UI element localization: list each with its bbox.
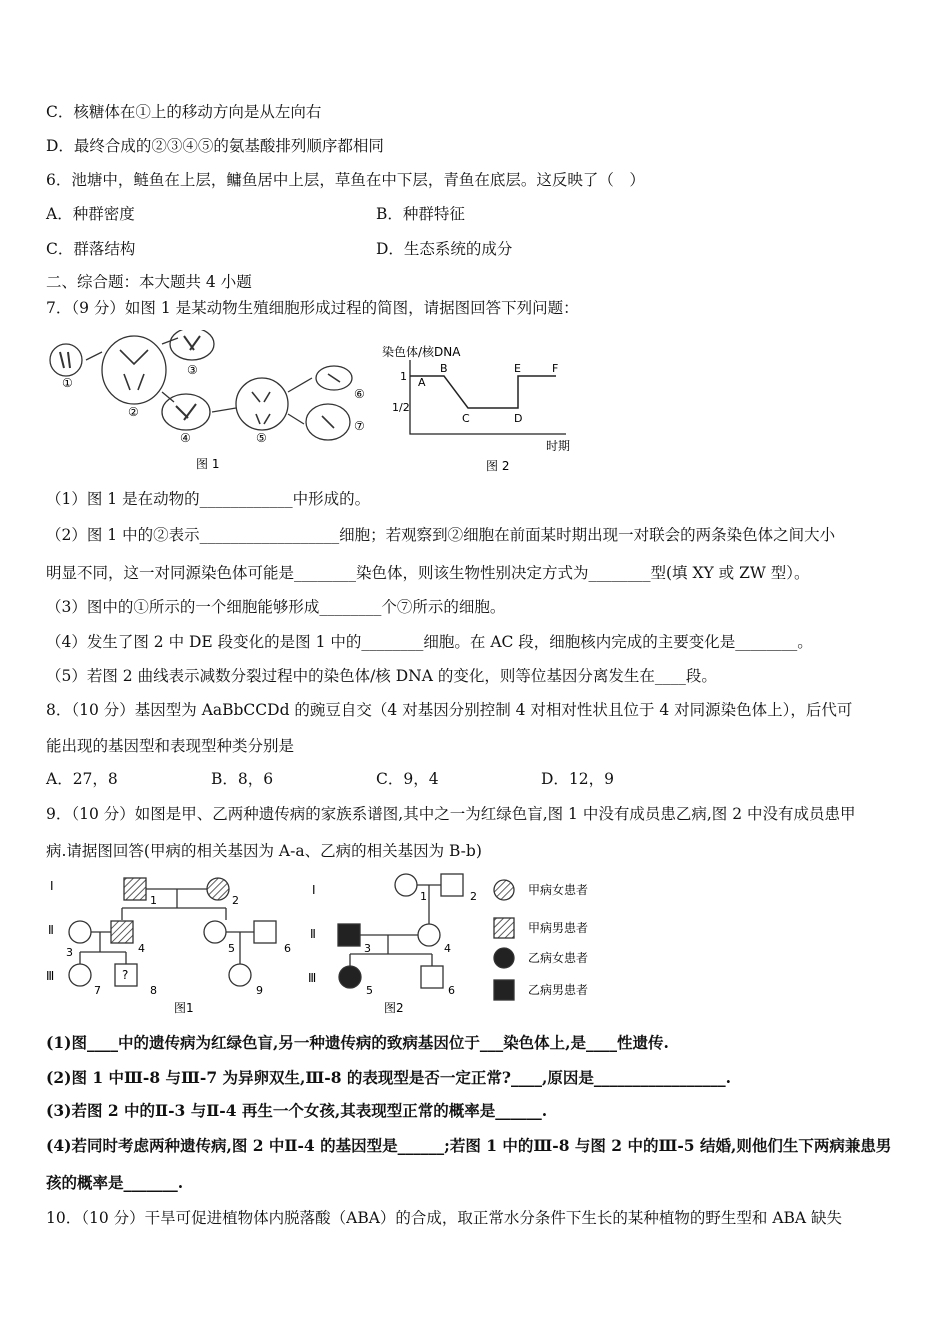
ped1-member-9 [229, 964, 251, 986]
ped1-label-6: 6 [284, 942, 291, 955]
legend-label-a-female: 甲病女患者 [528, 883, 589, 897]
ped1-member-3 [69, 921, 91, 943]
figure-1-caption: 图 1 [196, 457, 220, 471]
ped2-gen-2: Ⅱ [310, 927, 316, 941]
q8-stem-2: 能出现的基因型和表现型种类分别是 [46, 737, 295, 755]
q9-sub1: (1)图____中的遗传病为红绿色盲,另一种遗传病的致病基因位于___染色体上,是____性遗传. [46, 1033, 669, 1052]
ped1-member-1 [124, 878, 146, 900]
q10-stem: 10．（10 分）干旱可促进植物体内脱落酸（ABA）的合成，取正常水分条件下生长的某种植物的野生型和 ABA 缺失 [46, 1209, 843, 1227]
q9-sub4a: (4)若同时考虑两种遗传病,图 2 中Ⅱ-4 的基因型是______;若图 1 中的Ⅲ-8 与图 2 中的Ⅲ-5 结婚,则他们生下两病兼患男 [46, 1136, 892, 1155]
ped2-member-1 [395, 874, 417, 896]
ped1-member-2 [207, 878, 229, 900]
point-c: C [462, 412, 470, 425]
q6-option-a: A．种群密度 [46, 205, 135, 223]
ped1-gen-1: Ⅰ [50, 879, 54, 893]
y-tick-half: 1/2 [392, 401, 410, 414]
q9-stem-1: 9．（10 分）如图是甲、乙两种遗传病的家族系谱图,其中之一为红绿色盲,图 1 中没有成员患乙病,图 2 中没有成员患甲 [46, 805, 856, 823]
ped2-member-6 [421, 966, 443, 988]
q8-option-c: C．9，4 [376, 770, 439, 788]
q8-option-a: A．27，8 [46, 770, 118, 788]
ped2-member-4 [418, 924, 440, 946]
ped2-member-3 [338, 924, 360, 946]
q8-stem-1: 8．（10 分）基因型为 AaBbCCDd 的豌豆自交（4 对基因分别控制 4 对相对性状且位于 4 对同源染色体上），后代可 [46, 701, 853, 719]
q9-sub3: (3)若图 2 中的Ⅱ-3 与Ⅱ-4 再生一个女孩,其表现型正常的概率是______. [46, 1101, 548, 1120]
ped2-label-5: 5 [366, 984, 373, 997]
ped1-label-5: 5 [228, 942, 235, 955]
figure-2-xlabel: 时期 [546, 439, 571, 453]
ped1-label-3: 3 [66, 946, 73, 959]
q7-figure-1 [44, 330, 384, 475]
cell-2 [102, 336, 166, 404]
q6-option-c: C．群落结构 [46, 240, 136, 258]
figure-2-axes [410, 360, 566, 434]
q9-stem-2: 病.请据图回答(甲病的相关基因为 A-a、乙病的相关基因为 B-b) [46, 842, 482, 860]
q6-stem: 6．池塘中，鲢鱼在上层，鳙鱼居中上层，草鱼在中下层，青鱼在底层。这反映了（ ） [46, 171, 645, 189]
q6-option-b: B．种群特征 [376, 205, 465, 223]
cell-label-3: ③ [187, 363, 198, 377]
ped1-label-1: 1 [150, 894, 157, 907]
point-b: B [440, 362, 448, 375]
cell-5 [236, 378, 288, 430]
figure-2-ylabel: 染色体/核DNA [382, 345, 461, 359]
ped1-member-6 [254, 921, 276, 943]
point-d: D [514, 412, 523, 425]
ped1-label-8: 8 [150, 984, 157, 997]
cell-label-5: ⑤ [256, 431, 267, 445]
legend-symbol-b-male [494, 980, 514, 1000]
ped2-label-1: 1 [420, 890, 427, 903]
ped1-member-7 [69, 964, 91, 986]
ped1-label-9: 9 [256, 984, 263, 997]
point-a: A [418, 376, 426, 389]
ped1-member-4 [111, 921, 133, 943]
q6-option-d: D．生态系统的成分 [376, 240, 513, 258]
ped1-gen-2: Ⅱ [48, 923, 54, 937]
q5-option-d: D．最终合成的②③④⑤的氨基酸排列顺序都相同 [46, 137, 384, 155]
q8-option-d: D．12，9 [541, 770, 615, 788]
ped1-member-5 [204, 921, 226, 943]
q7-sub5: （5）若图 2 曲线表示减数分裂过程中的染色体/核 DNA 的变化，则等位基因分离发生在____段。 [46, 667, 717, 685]
q7-stem: 7．（9 分）如图 1 是某动物生殖细胞形成过程的简图，请据图回答下列问题： [46, 299, 579, 317]
point-e: E [514, 362, 521, 375]
cell-1 [50, 344, 82, 376]
legend-symbol-a-female [494, 880, 514, 900]
section-title: 二、综合题：本大题共 4 小题 [46, 273, 252, 291]
cell-label-2: ② [128, 405, 139, 419]
q5-option-c: C．核糖体在①上的移动方向是从左向右 [46, 103, 322, 121]
cell-3 [170, 330, 214, 360]
legend-label-b-male: 乙病男患者 [528, 983, 589, 997]
ped1-label-7: 7 [94, 984, 101, 997]
legend-symbol-b-female [494, 948, 514, 968]
cell-label-6: ⑥ [354, 387, 365, 401]
legend-label-a-male: 甲病男患者 [528, 921, 589, 935]
q8-option-b: B．8，6 [211, 770, 274, 788]
ped2-label-4: 4 [444, 942, 451, 955]
ped2-member-2 [441, 874, 463, 896]
cell-label-7: ⑦ [354, 419, 365, 433]
cell-label-1: ① [62, 376, 73, 390]
ped2-label-2: 2 [470, 890, 477, 903]
ped2-label-3: 3 [364, 942, 371, 955]
q7-sub4: （4）发生了图 2 中 DE 段变化的是图 1 中的________细胞。在 AC 段，细胞核内完成的主要变化是________。 [46, 633, 813, 651]
q7-sub2b: 明显不同，这一对同源染色体可能是________染色体，则该生物性别决定方式为________型(填 XY 或 ZW 型）。 [46, 564, 810, 582]
legend-symbol-a-male [494, 918, 514, 938]
q7-sub2a: （2）图 1 中的②表示__________________细胞；若观察到②细胞在前面某时期出现一对联会的两条染色体之间大小 [46, 526, 836, 544]
point-f: F [552, 362, 559, 375]
legend-label-b-female: 乙病女患者 [528, 951, 589, 965]
ped1-label-4: 4 [138, 942, 145, 955]
cell-4 [162, 394, 210, 430]
q7-sub1: （1）图 1 是在动物的____________中形成的。 [46, 490, 371, 508]
cell-label-4: ④ [180, 431, 191, 445]
y-tick-1: 1 [400, 370, 407, 383]
ped1-label-2: 2 [232, 894, 239, 907]
ped2-member-5 [339, 966, 361, 988]
ped1-caption: 图1 [174, 1001, 194, 1015]
q7-sub3: （3）图中的①所示的一个细胞能够形成________个⑦所示的细胞。 [46, 598, 506, 616]
ped1-unknown-mark: ? [122, 968, 129, 982]
q9-sub4b: 孩的概率是_______. [46, 1173, 184, 1192]
figure-2-caption: 图 2 [486, 459, 510, 473]
q9-pedigree-figure [44, 868, 624, 1020]
ped2-caption: 图2 [384, 1001, 404, 1015]
figure-2-curve [410, 376, 556, 408]
ped2-label-6: 6 [448, 984, 455, 997]
q7-figure-2 [370, 338, 610, 478]
ped2-gen-1: Ⅰ [312, 883, 316, 897]
ped2-gen-3: Ⅲ [308, 971, 317, 985]
q9-sub2: (2)图 1 中Ⅲ-8 与Ⅲ-7 为异卵双生,Ⅲ-8 的表现型是否一定正常?____,原因是_________________. [46, 1068, 732, 1087]
ped1-gen-3: Ⅲ [46, 969, 55, 983]
